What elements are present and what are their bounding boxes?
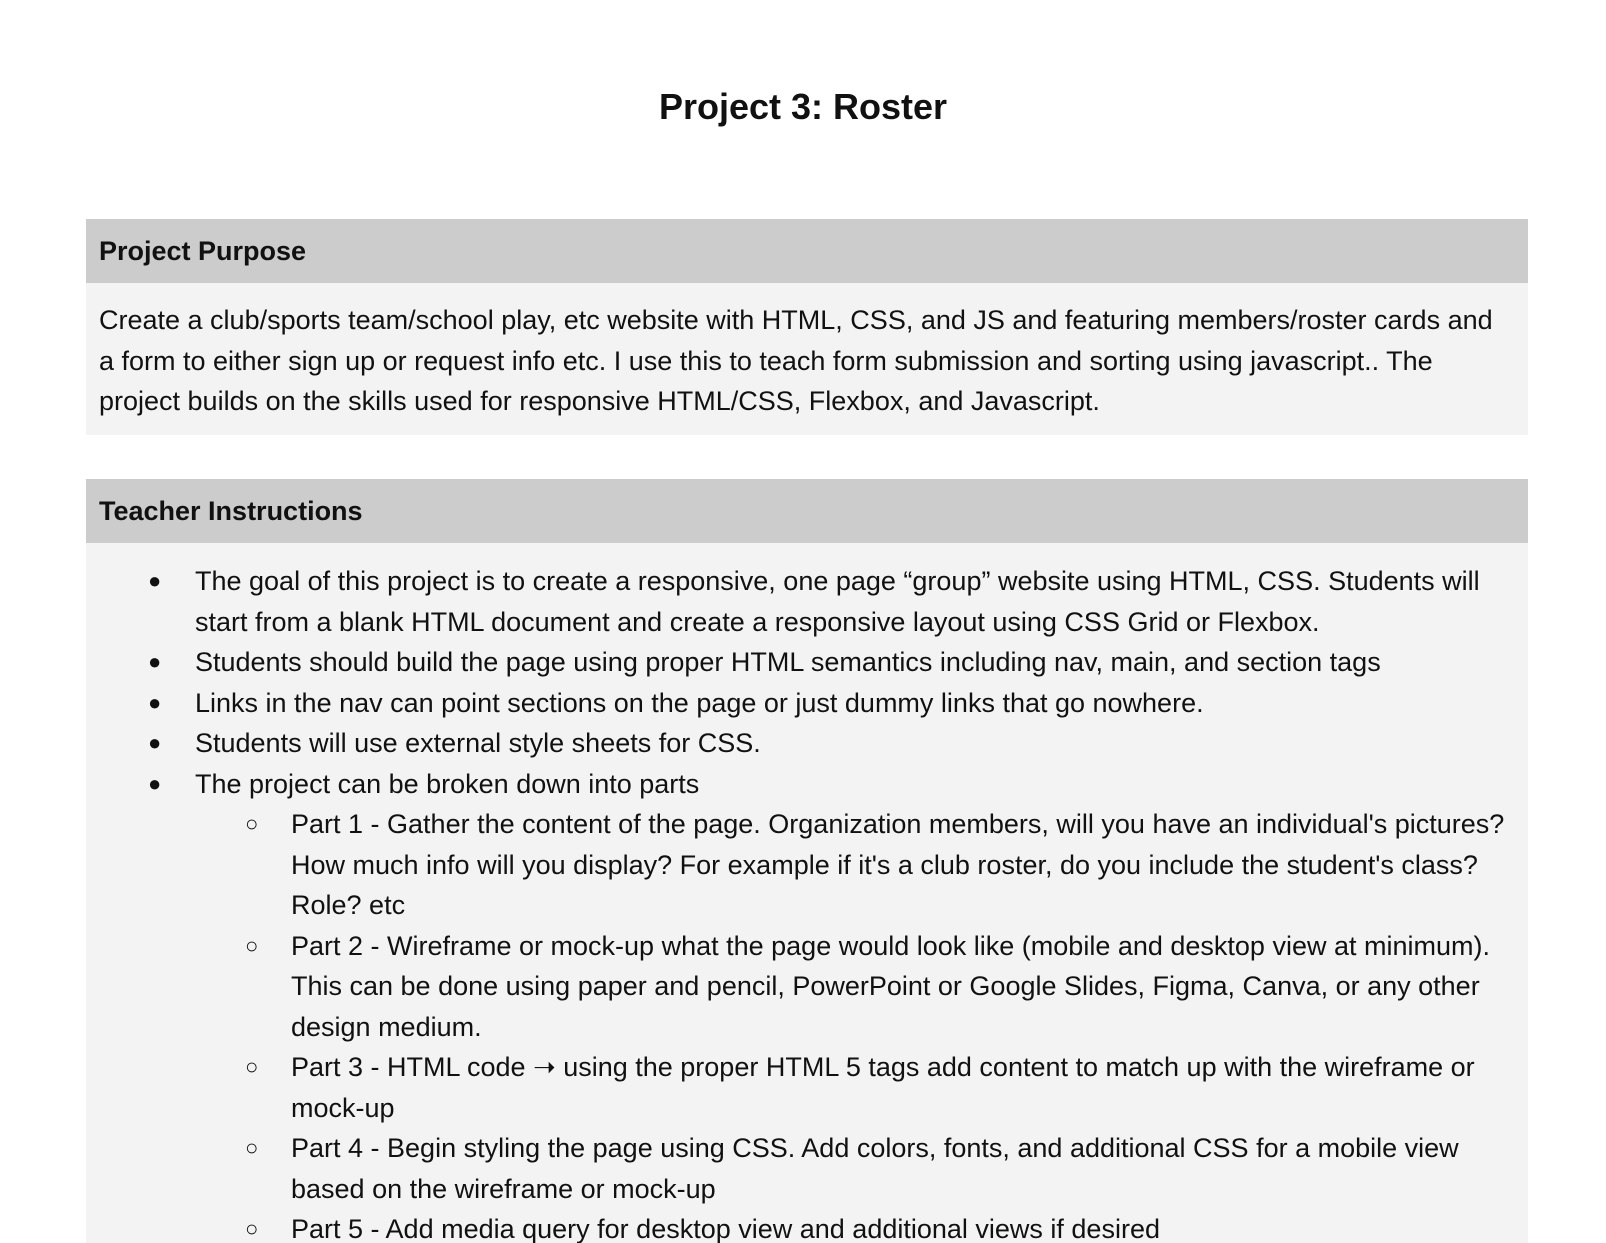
project-parts-list bbox=[195, 804, 1508, 1243]
sub-list-item bbox=[195, 804, 1508, 926]
hollow-bullet-icon: ○ bbox=[245, 1047, 258, 1088]
sub-list-item-text: Part 2 - Wireframe or mock-up what the page would look like (mobile and desktop view at minimum). This can be done using paper and pencil, PowerPoint or Google Slides, Figma, Canva, or any other design medium. bbox=[291, 931, 1490, 1042]
list-item bbox=[86, 683, 1528, 724]
hollow-bullet-icon: ○ bbox=[245, 1209, 258, 1243]
sub-list-item bbox=[195, 1128, 1508, 1209]
list-item bbox=[86, 723, 1528, 764]
project-purpose-section bbox=[86, 219, 1528, 435]
bullet-icon: ● bbox=[148, 683, 161, 724]
project-purpose-heading: Project Purpose bbox=[86, 219, 1528, 283]
list-item-text: Students will use external style sheets for CSS. bbox=[195, 728, 761, 758]
sub-list-item bbox=[195, 926, 1508, 1048]
instructions-list bbox=[86, 561, 1528, 1243]
bullet-icon: ● bbox=[148, 642, 161, 683]
list-item bbox=[86, 642, 1528, 683]
sub-list-item-text: Part 1 - Gather the content of the page. Organization members, will you have an individual's pictures? How much info will you display? For example if it's a club roster, do you include the student's class? Role? etc bbox=[291, 809, 1504, 920]
hollow-bullet-icon: ○ bbox=[245, 804, 258, 845]
list-item bbox=[86, 561, 1528, 642]
list-item-text: The goal of this project is to create a responsive, one page “group” website using HTML, CSS. Students will start from a blank HTML document and create a responsive layout using CSS Grid or Flexbox. bbox=[195, 566, 1480, 637]
sub-list-item-text: Part 4 - Begin styling the page using CSS. Add colors, fonts, and additional CSS for a mobile view based on the wireframe or mock-up bbox=[291, 1133, 1459, 1204]
teacher-instructions-section bbox=[86, 479, 1528, 1243]
list-item-text: Students should build the page using proper HTML semantics including nav, main, and section tags bbox=[195, 647, 1381, 677]
document-title: Project 3: Roster bbox=[0, 84, 1606, 130]
sub-list-item bbox=[195, 1047, 1508, 1128]
hollow-bullet-icon: ○ bbox=[245, 1128, 258, 1169]
sub-list-item-text: Part 3 - HTML code ➝ using the proper HTML 5 tags add content to match up with the wireframe or mock-up bbox=[291, 1052, 1475, 1123]
sub-list-item-text: Part 5 - Add media query for desktop view and additional views if desired bbox=[291, 1214, 1160, 1243]
teacher-instructions-heading: Teacher Instructions bbox=[86, 479, 1528, 543]
teacher-instructions-body bbox=[86, 543, 1528, 1243]
project-purpose-text: Create a club/sports team/school play, etc website with HTML, CSS, and JS and featuring members/roster cards and a form to either sign up or request info etc. I use this to teach form submission and sorting using javascript.. The project builds on the skills used for responsive HTML/CSS, Flexbox, and Javascript. bbox=[86, 283, 1528, 435]
list-item-text: Links in the nav can point sections on the page or just dummy links that go nowhere. bbox=[195, 688, 1204, 718]
list-item-text: The project can be broken down into parts bbox=[195, 769, 699, 799]
hollow-bullet-icon: ○ bbox=[245, 926, 258, 967]
bullet-icon: ● bbox=[148, 723, 161, 764]
bullet-icon: ● bbox=[148, 561, 161, 602]
bullet-icon: ● bbox=[148, 764, 161, 805]
list-item bbox=[86, 764, 1528, 1243]
